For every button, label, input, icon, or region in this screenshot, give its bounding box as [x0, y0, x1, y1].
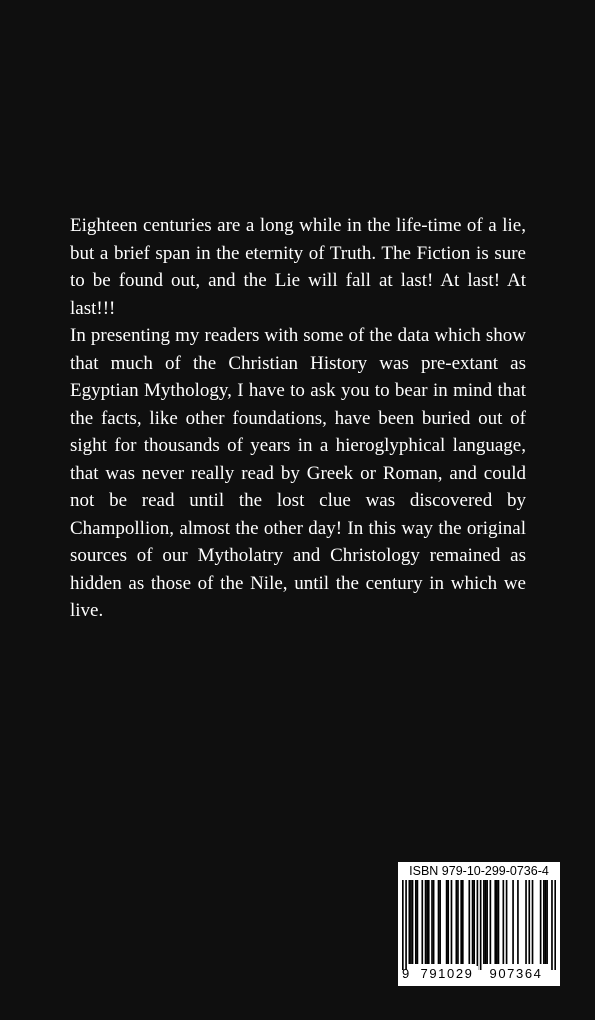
barcode-bar	[532, 880, 534, 964]
barcode-bar	[546, 880, 548, 964]
barcode-bar	[545, 880, 547, 964]
barcode-bar	[477, 880, 479, 970]
barcode-bar	[512, 880, 514, 964]
barcode-digits	[398, 966, 560, 984]
barcode-bar	[480, 880, 482, 970]
barcode-bar	[506, 880, 508, 964]
barcode-bar	[428, 880, 430, 964]
barcode-digit-first: 9	[402, 966, 410, 981]
barcode-bar	[460, 880, 462, 964]
barcode-bar	[486, 880, 488, 964]
barcode-bar	[468, 880, 470, 964]
barcode-bar	[447, 880, 449, 964]
barcode-bar	[417, 880, 419, 964]
barcode-bar	[494, 880, 496, 964]
barcode-bar	[446, 880, 448, 964]
barcode-bar	[490, 880, 492, 964]
isbn-label: ISBN 979-10-299-0736-4	[409, 864, 549, 878]
barcode-bar	[543, 880, 545, 964]
barcode-bar	[421, 880, 423, 964]
barcode-bar	[457, 880, 459, 964]
barcode-bar	[402, 880, 404, 970]
barcode-bar	[415, 880, 417, 964]
barcode-bar	[540, 880, 542, 964]
barcode-bar	[433, 880, 435, 964]
barcode-bar	[473, 880, 475, 964]
barcode-bar	[451, 880, 453, 964]
barcode-bar	[551, 880, 553, 970]
barcode-bar	[503, 880, 505, 964]
barcode-bar	[426, 880, 428, 964]
barcode-bar	[431, 880, 433, 964]
barcode-bar	[405, 880, 407, 970]
barcode-bar	[498, 880, 500, 964]
barcode-bar	[525, 880, 527, 964]
barcode-bar	[455, 880, 457, 964]
barcode-bar	[554, 880, 556, 970]
barcode-bar	[425, 880, 427, 964]
barcode-bar	[485, 880, 487, 964]
barcode-bar	[483, 880, 485, 964]
barcode-bar	[496, 880, 498, 964]
barcode-digits-right: 907364	[484, 966, 548, 981]
barcode-bars	[402, 880, 556, 970]
isbn-barcode	[398, 862, 560, 986]
barcode-bar	[438, 880, 440, 964]
barcode-bar	[410, 880, 412, 964]
barcode-bar	[412, 880, 414, 964]
barcode-bar	[517, 880, 519, 964]
barcode-bar	[528, 880, 530, 964]
barcode-bar	[462, 880, 464, 964]
barcode-bar	[472, 880, 474, 964]
back-cover-blurb	[70, 212, 526, 625]
blurb-paragraph-1: Eighteen centuries are a long while in the life-time of a lie, but a brief span in the eternity of Truth. The Fiction is sure to be found out, and the Lie will fall at last! At last! At last!!!	[70, 215, 526, 319]
blurb-paragraph-2: In presenting my readers with some of the data which show that much of the Christian History was pre-extant as Egyptian Mythology, I have to ask you to bear in mind that the facts, like other foundations, have been buried out of sight for thousands of years in a hieroglyphical language, that was never really read by Greek or Roman, and could not be read until the lost clue was discovered by Champollion, almost the other day! In this way the original sources of our Mytholatry and Christology remained as hidden as those of the Nile, until the century in which we live.	[70, 325, 526, 621]
barcode-bar	[408, 880, 410, 964]
barcode-digits-left: 791029	[416, 966, 478, 981]
barcode-bar	[439, 880, 441, 964]
